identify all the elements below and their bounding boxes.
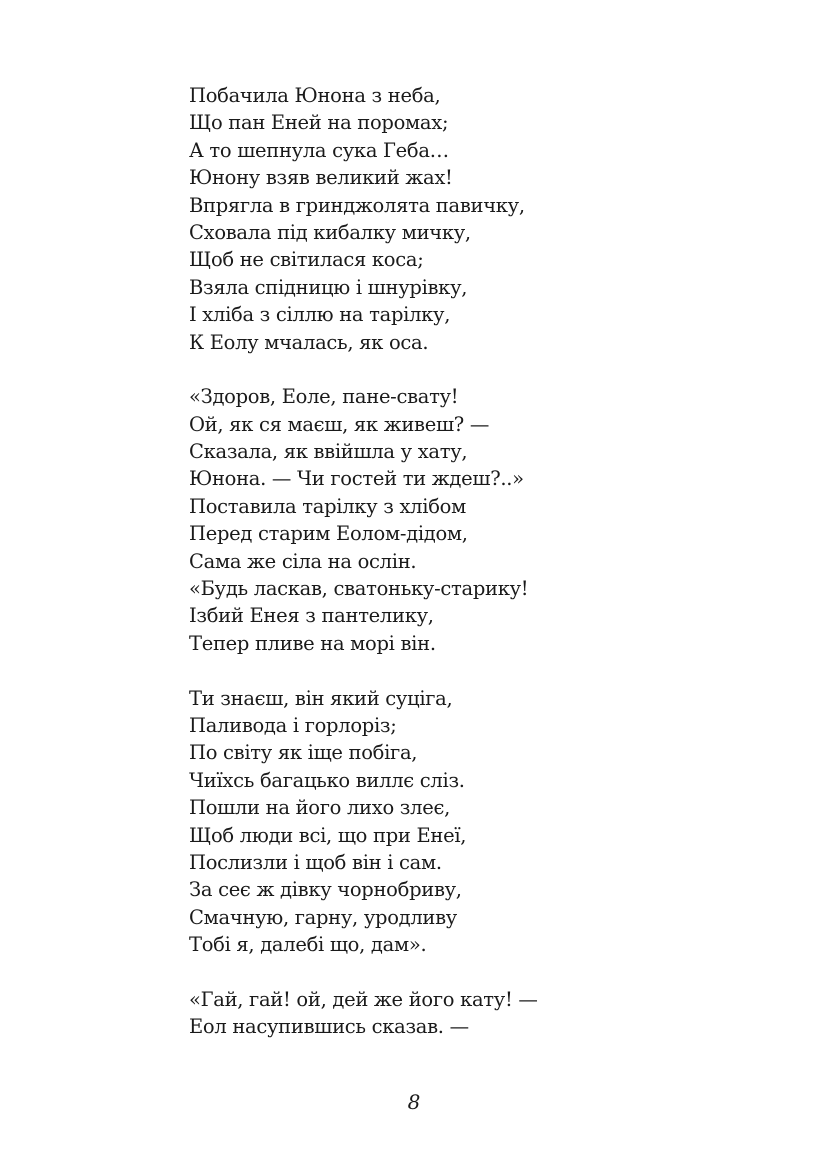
verse-line: К Еолу мчалась, як оса. bbox=[189, 330, 429, 354]
verse-line: Побачила Юнона з неба, bbox=[189, 84, 441, 107]
verse-line: Послизли і щоб він і сам. bbox=[189, 850, 442, 874]
verse-line: По світу як іще побіга, bbox=[189, 741, 418, 765]
verse-line: Чиїхсь багацько виллє сліз. bbox=[189, 768, 465, 792]
stanza-3 bbox=[189, 685, 609, 959]
verse-line: Тепер пливе на морі він. bbox=[189, 631, 436, 655]
stanza-2 bbox=[189, 383, 609, 657]
verse-line: «Здоров, Еоле, пане-свату! bbox=[189, 385, 459, 409]
verse-line: За сеє ж дівку чорнобриву, bbox=[189, 878, 462, 902]
verse-line: Що пан Еней на поромах; bbox=[189, 111, 449, 135]
verse-line: Пошли на його лихо злеє, bbox=[189, 796, 450, 820]
verse-line: Смачную, гарну, уродливу bbox=[189, 905, 457, 929]
verse-line: І хліба з сіллю на тарілку, bbox=[189, 303, 451, 327]
stanza-4 bbox=[189, 986, 609, 1041]
verse-line: Взяла спідницю і шнурівку, bbox=[189, 275, 468, 299]
verse-line: Юнона. — Чи гостей ти ждеш?..» bbox=[189, 467, 524, 491]
verse-line: Щоб люди всі, що при Енеї, bbox=[189, 823, 467, 847]
stanza-1 bbox=[189, 82, 609, 356]
verse-line: «Гай, гай! ой, дей же його кату! — bbox=[189, 987, 538, 1011]
page-number: 8 bbox=[407, 1090, 421, 1114]
verse-line: Поставила тарілку з хлібом bbox=[189, 494, 466, 518]
verse-line: А то шепнула сука Геба… bbox=[189, 138, 449, 162]
poem-body bbox=[189, 82, 609, 1068]
verse-line: Паливода і горлоріз; bbox=[189, 713, 397, 737]
verse-line: Впрягла в гринджолята павичку, bbox=[189, 193, 525, 217]
verse-line: Юнону взяв великий жах! bbox=[189, 166, 453, 190]
verse-line: Еол насупившись сказав. — bbox=[189, 1015, 469, 1039]
verse-line: Тобі я, далебі що, дам». bbox=[189, 933, 427, 957]
verse-line: Ой, як ся маєш, як живеш? — bbox=[189, 412, 490, 436]
verse-line: Перед старим Еолом-дідом, bbox=[189, 522, 468, 546]
verse-line: Ізбий Енея з пантелику, bbox=[189, 604, 434, 628]
verse-line: Сховала під кибалку мичку, bbox=[189, 220, 471, 244]
verse-line: Ти знаєш, він який суціга, bbox=[189, 686, 453, 710]
verse-line: Сказала, як ввійшла у хату, bbox=[189, 440, 468, 464]
verse-line: Сама же сіла на ослін. bbox=[189, 549, 417, 573]
verse-line: Щоб не світилася коса; bbox=[189, 248, 424, 272]
verse-line: «Будь ласкав, сватоньку-старику! bbox=[189, 577, 529, 601]
